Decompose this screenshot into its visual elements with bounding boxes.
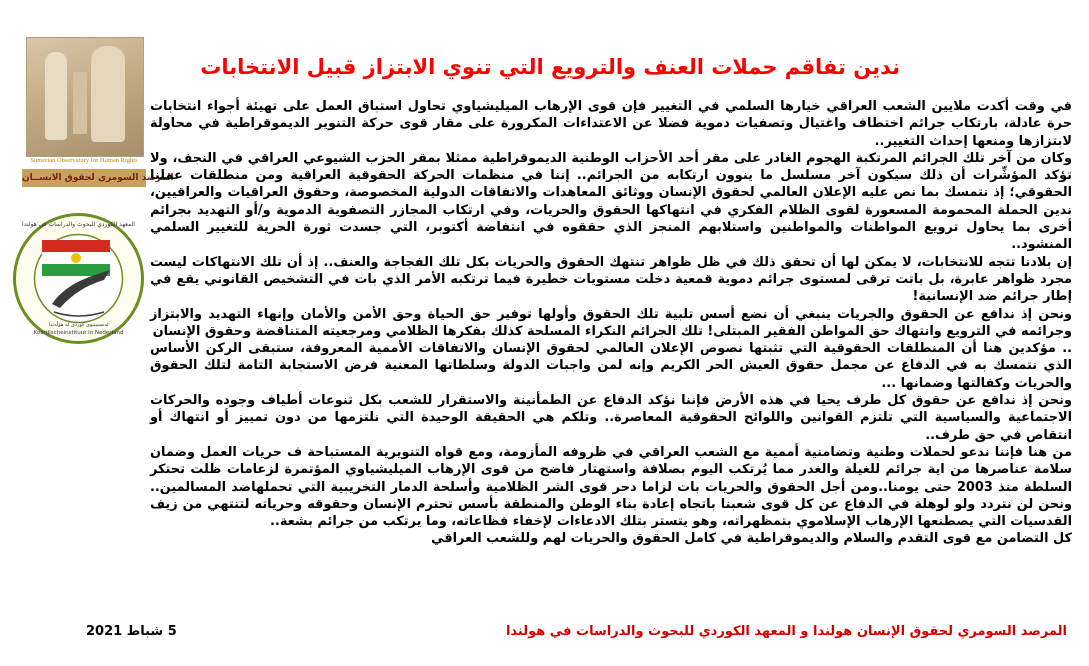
paragraph: ونحن إذ ندافع عن حقوق كل طرف يحيا في هذه الأرض فإننا نؤكد الدفاع عن الطمأنينة والاستقرار للشعب بكل تنوعات أطياف وجوده والحركات الاجتماعية والسياسية التي تلتزم القوانين واللوائح الحقوقية المعاصرة.. وتلكم هي الحقيقة الوحيدة التي نلتزمها من دون تمييز أو انتهاك أو انتقاص في حق طرف.. (150, 393, 1072, 443)
logo-ring-arabic: المعهد الكوردي للبحوث والدراسات في هولندا (22, 221, 135, 228)
kurdish-flag-icon (42, 240, 110, 276)
paragraph: وكان من آخر تلك الجرائم المرتكبة الهجوم الغادر على مقر أحد الأحزاب الوطنية الديموقراطية ممثلا بمقر الحزب الشيوعي العراقي في النجف، ولا تؤكد المؤشِّرات أن ذلك سيكون آخر مسلسل ما ينوون ارتكابه من الجرائم.. إننا في منظمات الحركة الحقوقية العراقية ومن منطلقات عملنا الحقوقي؛ إذ نتمسك بما نص عليه الإعلان العالمي لحقوق الإنسان ووثائق المعاهدات والاتفاقات الدولية المخصوصة، وحقوق العراقيات والعراقيين، ندين الحملة المحمومة المسعورة لقوى الظلام الفكري في انتهاكها الحقوق والحريات، وفي ارتكاب المجازر التصفوية الدموية و/أو التهديد بجرائم أخرى بما يحاول ترويع المواطنات والمواطنين واستلابهم المنجز الذي حققوه في انتفاضة أكتوبر، التي جسدت ثورة الحرية للتغيير السلمي المنشود.. (150, 150, 1072, 253)
kurdish-institute-logo (12, 212, 145, 345)
logo-caption-arabic: المرصد السومري لحقوق الانســان (22, 169, 146, 187)
paragraph: ونحن إذ ندافع عن الحقوق والجريات ينبغي أن نضع أسس تلبية تلك الحقوق وأولها توفير حق الحياة وحق الأمن والأمان وإنهاء التهديد والابتزاز وجرائمه في الترويع وانتهاك حق المواطن الفقير المبتلى! تلك الجرائم النكراء المسلحة كذلك بفكرها الظلامي ومرجعيته المتناقضة وحقوق الإنسان (150, 306, 1072, 339)
logo-caption-english: Sumerian Observatory for Human Rights (30, 157, 138, 164)
footer-date: 5 شباط 2021 (86, 624, 177, 639)
logo-ring-kurdish: ئەنستیتیوی کوردی لە هۆڵەندا (48, 322, 109, 328)
footer-organizations: المرصد السومري لحقوق الإنسان هولندا و المعهد الكوردي للبحوث والدراسات في هولندا (505, 624, 1067, 639)
paragraph: إن بلادنا تتجه للانتخابات، لا يمكن لها أن تحقق ذلك في ظل ظواهر تنتهك الحقوق والحريات بكل تلك الفجاجة والعنف.. إذ أن تلك الانتهاكات ليست مجرد ظواهر عابرة، بل باتت ترقى لمستوى جرائم دموية قمعية دخلت مستويات خطيرة فيما ترتكبه الأمر الذي بات في التشخيص القانوني يقع في إطار جرائم ضد الإنسانية! (150, 254, 1072, 305)
paragraph: .. مؤكدين هنا أن المنطلقات الحقوقية التي تثبتها نصوص الإعلان العالمي لحقوق الإنسان والاتفاقات الأممية المعروفة، ستبقى الركن الأساس الذي نتمسك به في الدفاع عن مجمل حقوق العيش الحر الكريم وإنه لمن واجبات الدولة وسلطاتها المعنية فرض الاستجابة التامة لتلك الحقوق والحريات وكفالتها وضمانها ... (150, 341, 1072, 391)
paragraph: من هنا فإننا ندعو لحملات وطنية وتضامنية أممية مع الشعب العراقي في ظروفه المأزومة، ومع قواه التنويرية المستباحة ف حريات العمل وضمان سلامة عناصرها من اية جرائم للغيلة والغدر مما يُرتكب اليوم بصلافة واستهتار فاضح من قوى الإرهاب الميليشياوي المؤتمرة لزعامات ظلت تحتكر السلطة منذ 2003 حتى يومنا..ومن أجل الحقوق والحريات بات لزاما دحر قوى الشر الظلامية وأسلحة الدمار التخريبية التي تحملهاضد المسالمين.. ونحن لن نتردد ولو لوهلة في الدفاع عن كل قوى شعبنا باتجاه إعادة بناء الوطن والمنطقة بأسس تحترم الإنسان وحقوقه وحرياته لتنتهي من زيف القدسيات التي يصطنعها الإرهاب الإسلاموي بتمظهراته، وهو يتستر بتلك الادعاءات لإخفاء فظاعاته، وما يرتكب من جرائم بشعة.. (150, 444, 1072, 530)
statement-body (150, 98, 1072, 548)
sumerian-observatory-logo (22, 35, 174, 190)
sumerian-relief-image (26, 37, 144, 157)
paragraph: في وقت أكدت ملايين الشعب العراقي خيارها السلمي في التغيير فإن قوى الإرهاب الميليشياوي تحاول استباق العمل على تهيئة أجواء انتخابات حرة عادلة، بارتكاب جرائم اختطاف واغتيال وتصفيات دموية فضلا عن الاعتداءات المكرورة على مقار قوى حركة التنوير الديموقراطية في محاولة لابتزازها ومنعها إحداث التغيير.. (150, 99, 1072, 149)
logo-ring-dutch: Koerdischeinstituut in Nederland (33, 330, 124, 336)
page-title: ندين تفاقم حملات العنف والترويع التي تنوي الابتزاز قبيل الانتخابات (200, 55, 900, 79)
paragraph: كل التضامن مع قوى التقدم والسلام والديموقراطية في كامل الحقوق والحريات لهم وللشعب العراقي (431, 531, 1072, 547)
